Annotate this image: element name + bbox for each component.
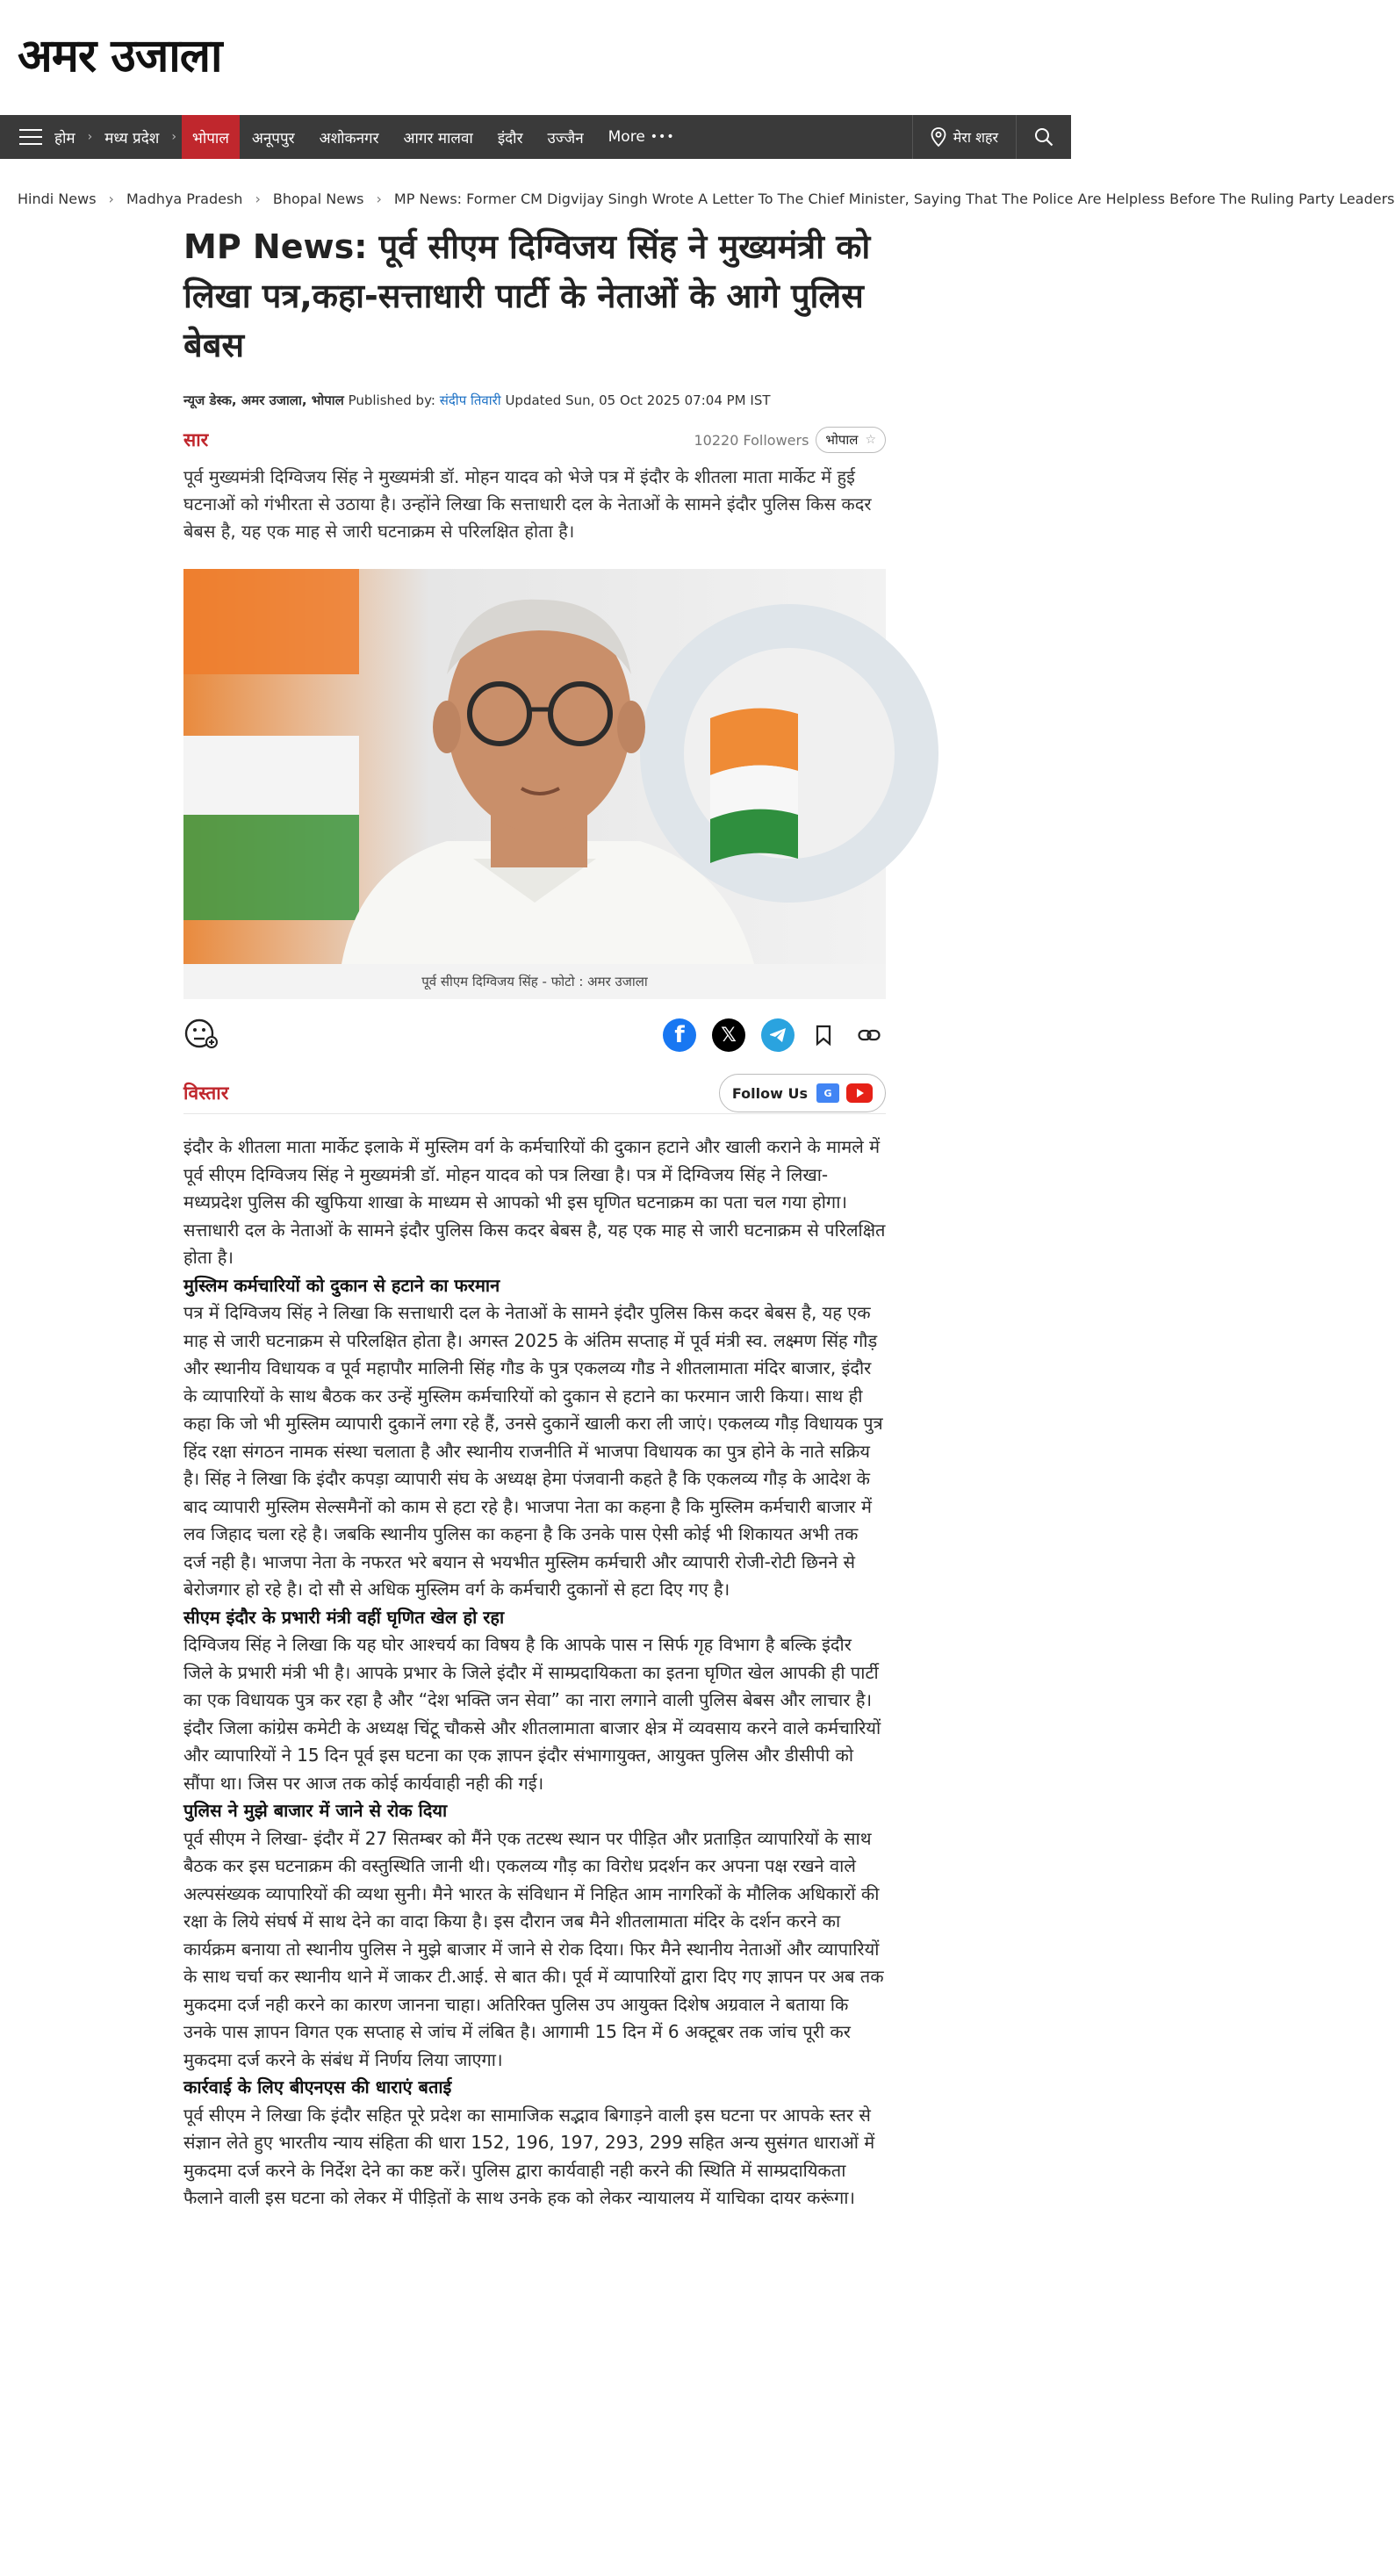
chevron-right-icon: ›	[376, 191, 382, 207]
breadcrumb-madhya-pradesh[interactable]: Madhya Pradesh	[126, 191, 243, 207]
breadcrumb-bhopal-news[interactable]: Bhopal News	[272, 191, 364, 207]
body-subheading: पुलिस ने मुझे बाजार में जाने से रोक दिया	[183, 1800, 448, 1821]
body-subheading: सीएम इंदौर के प्रभारी मंत्री वहीं घृणित खेल हो रहा	[183, 1606, 505, 1628]
nav-agar-malwa[interactable]: आगर मालवा	[403, 129, 473, 148]
search-button[interactable]	[1016, 115, 1071, 159]
bookmark-icon[interactable]	[807, 1018, 840, 1052]
chevron-right-icon: ›	[171, 130, 176, 144]
nav-bhopal[interactable]: भोपाल	[182, 115, 240, 159]
star-icon: ☆	[865, 433, 876, 447]
follow-tag-label: भोपाल	[825, 432, 859, 448]
nav-more-label: More	[608, 128, 645, 146]
article-hero-image	[183, 569, 886, 964]
follow-us-label: Follow Us	[731, 1084, 808, 1102]
image-caption: पूर्व सीएम दिग्विजय सिंह - फोटो : अमर उजाला	[183, 964, 886, 999]
emoji-reaction-icon[interactable]	[183, 1016, 219, 1054]
copy-link-icon[interactable]	[852, 1018, 886, 1052]
google-news-icon: G	[816, 1083, 839, 1103]
followers-count: 10220 Followers	[694, 431, 809, 449]
site-logo[interactable]: अमर उजाला	[18, 29, 222, 83]
follow-us-button[interactable]	[719, 1074, 886, 1112]
youtube-icon	[846, 1083, 873, 1103]
body-subheading: कार्रवाई के लिए बीएनएस की धाराएं बताई	[183, 2076, 452, 2097]
x-share-icon[interactable]: 𝕏	[712, 1018, 745, 1052]
article-summary: पूर्व मुख्यमंत्री दिग्विजय सिंह ने मुख्यमंत्री डॉ. मोहन यादव को भेजे पत्र में इंदौर के शीतला माता मार्केट में हुई घटनाओं को गंभीरता से उठाया है। उन्होंने लिखा कि सत्ताधारी दल के नेताओं के सामने इंदौर पुलिस किस कदर बेबस है, यह एक माह से जारी घटनाक्रम से परिलक्षित होता है।	[183, 466, 872, 542]
chevron-right-icon: ›	[255, 191, 261, 207]
byline	[183, 392, 886, 409]
more-dots-icon: •••	[650, 130, 675, 144]
body-paragraph: पूर्व सीएम ने लिखा कि इंदौर सहित पूरे प्रदेश का सामाजिक सद्भाव बिगाड़ने वाली इस घटना पर आपके स्तर से संज्ञान लेते हुए भारतीय न्याय संहिता की धारा 152, 196, 197, 293, 299 सहित अन्य सुसंगत धाराओं में मुकदमा दर्ज करने के निर्देश देने का कष्ट करें। पुलिस द्वारा कार्यवाही नही करने की स्थिति में साम्प्रदायिकता फैलाने वाली इस घटना को लेकर में पीड़ितों के साथ उनके हक को लेकर न्यायालय में याचिका दायर करूंगा।	[183, 2104, 875, 2208]
body-paragraph: इंदौर के शीतला माता मार्केट इलाके में मुस्लिम वर्ग के कर्मचारियों की दुकान हटाने और खाली कराने के मामले में पूर्व सीएम दिग्विजय सिंह ने मुख्यमंत्री डॉ. मोहन यादव को पत्र लिखा है। पत्र में दिग्विजय सिंह ने लिखा- मध्यप्रदेश पुलिस की खुफिया शाखा के माध्यम से आपको भी इस घृणित घटनाक्रम का पता चल गया होगा। सत्ताधारी दल के नेताओं के सामने इंदौर पुलिस किस कदर बेबस है, यह एक माह से जारी घटनाक्रम से परिलक्षित होता है।	[183, 1136, 886, 1268]
my-city-button[interactable]	[912, 115, 1016, 159]
body-paragraph: पूर्व सीएम ने लिखा- इंदौर में 27 सितम्बर को मैंने एक तटस्थ स्थान पर पीड़ित और प्रताड़ित व्यापारियों के साथ बैठक कर इस घटनाक्रम की वस्तुस्थिति जानी थी। एकलव्य गौड़ का विरोध प्रदर्शन कर अपना पक्ष रखने वाले अल्पसंख्यक व्यापारियों की व्यथा सुनी। मैने भारत के संविधान में निहित आम नागरिकों के मौलिक अधिकारों की रक्षा के लिये संघर्ष में साथ देने का वादा किया है। इस दौरान जब मैने शीतलामाता मंदिर के दर्शन करने का कार्यक्रम बनाया तो स्थानीय पुलिस ने मुझे बाजार में जाने से रोक दिया। फिर मैने स्थानीय नेताओं और व्यापारियों के साथ चर्चा कर स्थानीय थाने में जाकर टी.आई. से बात की। पूर्व में व्यापारियों द्वारा दिए गए ज्ञापन पर अब तक मुकदमा दर्ज नही करने का कारण जानना चाहा। अतिरिक्त पुलिस उप आयुक्त दिशेष अग्रवाल ने बताया कि उनके पास ज्ञापन विगत एक सप्ताह से जांच में लंबित है। आगामी 15 दिन में 6 अक्टूबर तक जांच पूरी कर मुकदमा दर्ज करने के संबंध में निर्णय लिया जाएगा।	[183, 1827, 884, 2070]
follow-tag-bhopal[interactable]	[816, 427, 886, 453]
breadcrumb-hindi-news[interactable]: Hindi News	[18, 191, 97, 207]
byline-updated: Updated Sun, 05 Oct 2025 07:04 PM IST	[505, 392, 771, 408]
nav-indore[interactable]: इंदौर	[497, 129, 523, 148]
breadcrumb	[18, 191, 1395, 207]
my-city-label: मेरा शहर	[953, 129, 998, 146]
byline-desk: न्यूज डेस्क, अमर उजाला, भोपाल	[183, 392, 344, 408]
byline-author[interactable]: संदीप तिवारी	[439, 392, 501, 408]
page-title: MP News: पूर्व सीएम दिग्विजय सिंह ने मुख्यमंत्री को लिखा पत्र,कहा-सत्ताधारी पार्टी के नेताओं के आगे पुलिस बेबस	[183, 227, 871, 364]
top-nav	[0, 115, 1071, 159]
breadcrumb-current: MP News: Former CM Digvijay Singh Wrote A Letter To The Chief Minister, Saying That The Police Are Helpless Before The Ruling Party Leaders	[393, 191, 1395, 207]
nav-anuppur[interactable]: अनूपपुर	[251, 129, 295, 148]
body-paragraph: दिग्विजय सिंह ने लिखा कि यह घोर आश्चर्य का विषय है कि आपके पास न सिर्फ गृह विभाग है बल्कि इंदौर जिले के प्रभारी मंत्री भी है। आपके प्रभार के जिले इंदौर में साम्प्रदायिकता का इतना घृणित खेल आपकी ही पार्टी का एक विधायक पुत्र कर रहा है और “देश भक्ति जन सेवा” का नारा लगाने वाली पुलिस बेबस और लाचार है। इंदौर जिला कांग्रेस कमेटी के अध्यक्ष चिंटू चौकसे और शीतलामाता बाजार क्षेत्र में व्यवसाय करने वाले कर्मचारियों और व्यापारियों ने 15 दिन पूर्व इस घटना का एक ज्ञापन इंदौर संभागायुक्त, आयुक्त पुलिस और डीसीपी को सौंपा था। जिस पर आज तक कोई कार्यवाही नही की गई।	[183, 1634, 881, 1794]
body-subheading: मुस्लिम कर्मचारियों को दुकान से हटाने का फरमान	[183, 1274, 500, 1296]
telegram-share-icon[interactable]	[761, 1018, 795, 1052]
body-paragraph: पत्र में दिग्विजय सिंह ने लिखा कि सत्ताधारी दल के नेताओं के सामने इंदौर पुलिस किस कदर बेबस है, यह एक माह से जारी घटनाक्रम से परिलक्षित होता है। अगस्त 2025 के अंतिम सप्ताह में पूर्व मंत्री स्व. लक्ष्मण सिंह गौड़ और स्थानीय विधायक व पूर्व महापौर मालिनी सिंह गौड के पुत्र एकलव्य गौड ने शीतलामाता मंदिर बाजार, इंदौर के व्यापारियों के साथ बैठक कर उन्हें मुस्लिम कर्मचारियों को दुकान से हटाने का फरमान जारी किया। साथ ही कहा कि जो भी मुस्लिम व्यापारी दुकानें लगा रहे हैं, उनसे दुकानें खाली करा ली जाएं। एकलव्य गौड़ विधायक पुत्र हिंद रक्षा संगठन नामक संस्था चलाता है और स्थानीय राजनीति में भाजपा विधायक का पुत्र होने के नाते सक्रिय है। सिंह ने लिखा कि इंदौर कपड़ा व्यापारी संघ के अध्यक्ष हेमा पंजवानी कहते है कि एकलव्य गौड़ के आदेश के बाद व्यापारी मुस्लिम सेल्समैनों को काम से हटा रहे है। भाजपा नेता का कहना है कि मुस्लिम कर्मचारी बाजार में लव जिहाद चला रहे है। जबकि स्थानीय पुलिस का कहना है कि उनके पास ऐसी कोई भी शिकायत अभी तक दर्ज नही है। भाजपा नेता के नफरत भरे बयान से भयभीत मुस्लिम कर्मचारी और व्यापारी रोजी-रोटी छिनने से बेरोजगार हो रहे है। दो सौ से अधिक मुस्लिम वर्ग के कर्मचारी दुकानों से हटा दिए गए है।	[183, 1302, 883, 1600]
nav-ujjain[interactable]: उज्जैन	[547, 129, 584, 148]
hamburger-menu-icon[interactable]	[19, 129, 42, 145]
nav-ashoknagar[interactable]: अशोकनगर	[319, 129, 379, 148]
nav-home[interactable]: होम	[54, 129, 76, 148]
byline-published-by: Published by:	[348, 392, 435, 408]
detail-header	[183, 1073, 886, 1114]
chevron-right-icon: ›	[87, 130, 93, 144]
nav-madhya-pradesh[interactable]: मध्य प्रदेश	[104, 129, 160, 148]
portrait-illustration	[183, 569, 886, 964]
location-pin-icon	[931, 127, 946, 147]
chevron-right-icon: ›	[108, 191, 114, 207]
detail-label: विस्तार	[183, 1083, 229, 1104]
summary-header	[183, 424, 886, 456]
search-icon	[1034, 127, 1053, 147]
summary-label: सार	[183, 429, 209, 450]
nav-more[interactable]	[596, 115, 687, 159]
share-bar	[183, 1017, 886, 1054]
facebook-share-icon[interactable]: f	[663, 1018, 696, 1052]
article-body	[183, 1133, 886, 2213]
